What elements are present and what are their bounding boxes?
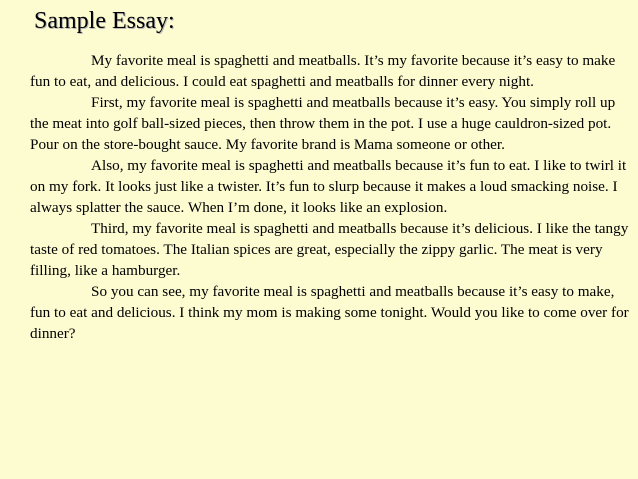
slide-title: Sample Essay: bbox=[34, 8, 175, 34]
essay-paragraph-first-reason: First, my favorite meal is spaghetti and meatballs because it’s easy. You simply roll up the meat into golf ball-sized pieces, then throw them in the pot. I use a huge cauldron-sized pot. Pour on the store-bought sauce. My favorite brand is Mama someone or other. bbox=[30, 94, 616, 153]
essay-paragraph-third-reason: Third, my favorite meal is spaghetti and meatballs because it’s delicious. I like the tangy taste of red tomatoes. The Italian spices are great, especially the zippy garlic. The meat is very filling, like a hamburger. bbox=[30, 220, 629, 279]
essay-paragraph-second-reason: Also, my favorite meal is spaghetti and meatballs because it’s fun to eat. I like to twirl it on my fork. It looks just like a twister. It’s fun to slurp because it makes a loud smacking noise. I always splatter the sauce. When I’m done, it looks like an explosion. bbox=[30, 157, 627, 216]
essay-paragraph-intro: My favorite meal is spaghetti and meatballs. It’s my favorite because it’s easy to make fun to eat, and delicious. I could eat spaghetti and meatballs for dinner every night. bbox=[30, 52, 616, 90]
essay-paragraph-conclusion: So you can see, my favorite meal is spaghetti and meatballs because it’s easy to make, fun to eat and delicious. I think my mom is making some tonight. Would you like to come over for dinner? bbox=[30, 283, 629, 342]
essay-body bbox=[30, 50, 632, 344]
